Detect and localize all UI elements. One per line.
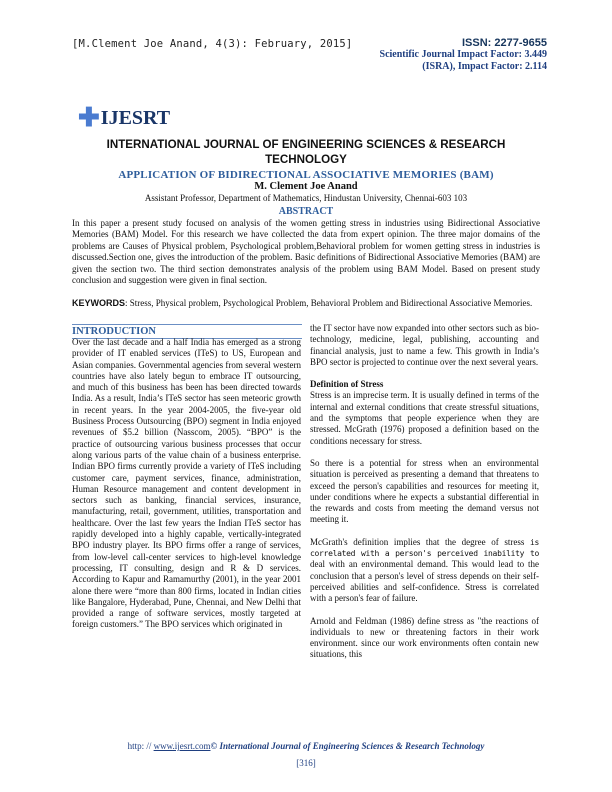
introduction-continuation: the IT sector have now expanded into other sectors such as bio-technology, medicine, legal, publishing, accounting and financial analysis, just to name a few. This growth in India’s BPO sector is projected to continue over the next several years. bbox=[310, 323, 539, 367]
journal-logo bbox=[78, 103, 170, 133]
author-name: M. Clement Joe Anand bbox=[254, 181, 358, 192]
journal-name-line2: TECHNOLOGY bbox=[265, 153, 347, 166]
journal-name-line1: INTERNATIONAL JOURNAL OF ENGINEERING SCIENCES & RESEARCH bbox=[106, 138, 506, 151]
author-affiliation: Assistant Professor, Department of Mathematics, Hindustan University, Chennai-603 103 bbox=[144, 193, 468, 203]
page-number: [316] bbox=[296, 758, 316, 768]
journal-name bbox=[72, 137, 540, 167]
keywords bbox=[72, 298, 540, 309]
definition-heading: Definition of Stress bbox=[310, 379, 384, 390]
footer-copyright: © International Journal of Engineering Sciences & Research Technology bbox=[210, 741, 485, 751]
abstract-heading: ABSTRACT bbox=[278, 206, 334, 217]
cross-icon: ✚ bbox=[78, 103, 100, 132]
footer-prefix: http: // bbox=[127, 741, 154, 751]
footer bbox=[72, 741, 540, 751]
logo-text: IJESRT bbox=[100, 107, 171, 129]
keywords-text: : Stress, Physical problem, Psychological Problem, Behavioral Problem and Bidirectional Associative Memories. bbox=[125, 298, 533, 308]
definition-paragraph-1: Stress is an imprecise term. It is usually defined in terms of the internal and external conditions that create stressful situations, and the symptoms that people experience when they are stressed. McGrath (1976) proposed a definition based on the conditions necessary for stress. bbox=[310, 390, 539, 446]
introduction-heading: INTRODUCTION bbox=[72, 324, 302, 339]
running-citation: [M.Clement Joe Anand, 4(3): February, 2015] bbox=[72, 38, 353, 50]
definition-paragraph-4: Arnold and Feldman (1986) define stress as "the reactions of individuals to new or threatening factors in their work environment. since our work environments often contain new situations, this bbox=[310, 615, 539, 660]
keywords-label: KEYWORDS bbox=[72, 298, 126, 308]
impact-factor-1: Scientific Journal Impact Factor: 3.449 bbox=[379, 49, 547, 60]
para3-end: deal with an environmental demand. This would lead to the conclusion that a person's level of stress depends on their self-perceived abilities and self-confidence. Stress is correlated with a person's fear of failure. bbox=[310, 559, 539, 604]
para3-mono: is correlated with a person's perceived inability to bbox=[310, 537, 539, 559]
impact-factor-2: (ISRA), Impact Factor: 2.114 bbox=[422, 61, 547, 72]
definition-paragraph-3 bbox=[310, 537, 539, 605]
abstract-text: In this paper a present study focused on analysis of the women getting stress in industries using Bidirectional Associative Memories (BAM) Model. For this research we have collected the data from expert opinion. The three major domains of the problems are Causes of Physical problem, Psychological problem,Behavioral problem for women getting stress in industries is discussed.Section one, gives the introduction of the problem. Basic definitions of Bidirectional Associative Memories (BAM) are given the section two. The third section demonstrates analysis of the problem using BAM Model. Based on present study conclusion and suggestion were given in final section. bbox=[72, 218, 540, 286]
right-column bbox=[310, 323, 539, 661]
paper-title: APPLICATION OF BIDIRECTIONAL ASSOCIATIVE MEMORIES (BAM) bbox=[118, 169, 494, 181]
issn: ISSN: 2277-9655 bbox=[462, 37, 547, 49]
definition-paragraph-2: So there is a potential for stress when an environmental situation is perceived as presenting a demand that threatens to exceed the person's capabilities and resources for meeting it, under conditions where he expects a substantial differential in the rewards and costs from meeting the demand versus not meeting it. bbox=[310, 457, 539, 525]
left-column bbox=[72, 337, 301, 631]
introduction-paragraph: Over the last decade and a half India has emerged as a strong provider of IT enabled services (ITeS) to US, European and Asian companies. Governmental agencies from several western countries have also lately begun to embrace IT outsourcing, and much of this business has been has been directed towards India. As a result, India’s ITeS sector has seen meteoric growth in recent years. In the year 2004-2005, the five-year old Business Process Outsourcing (BPO) segment in India enjoyed revenues of $5.2 billion (Nasscom, 2005). “BPO” is the practice of outsourcing various business processes that occur along various parts of the value chain of a business enterprise. Indian BPO firms currently provide a variety of ITeS including customer care, payment services, finance, administration, Human Resource management and content development in sectors such as banking, financial services, insurance, manufacturing, retail, government, utilities, transportation and healthcare. Over the last few years the Indian ITeS sector has rapidly developed into a highly capable, vertically-integrated BPO industry player. Its BPO firms offer a range of services, from low-level call-center services to high-level knowledge processing, IT consulting, design and R & D services. According to Kapur and Ramamurthy (2001), in the year 2001 alone there were “more than 800 firms, located in Indian cities like Bangalore, Hyderabad, Pune, Chennai, and New Delhi that provided a range of software services, mostly targeted at foreign customers.” The BPO services which originated in bbox=[72, 337, 301, 630]
journal-url-link[interactable]: www.ijesrt.com bbox=[153, 741, 211, 751]
journal-info-block bbox=[380, 37, 547, 73]
para3-start: McGrath's definition implies that the degree of stress bbox=[310, 536, 525, 547]
